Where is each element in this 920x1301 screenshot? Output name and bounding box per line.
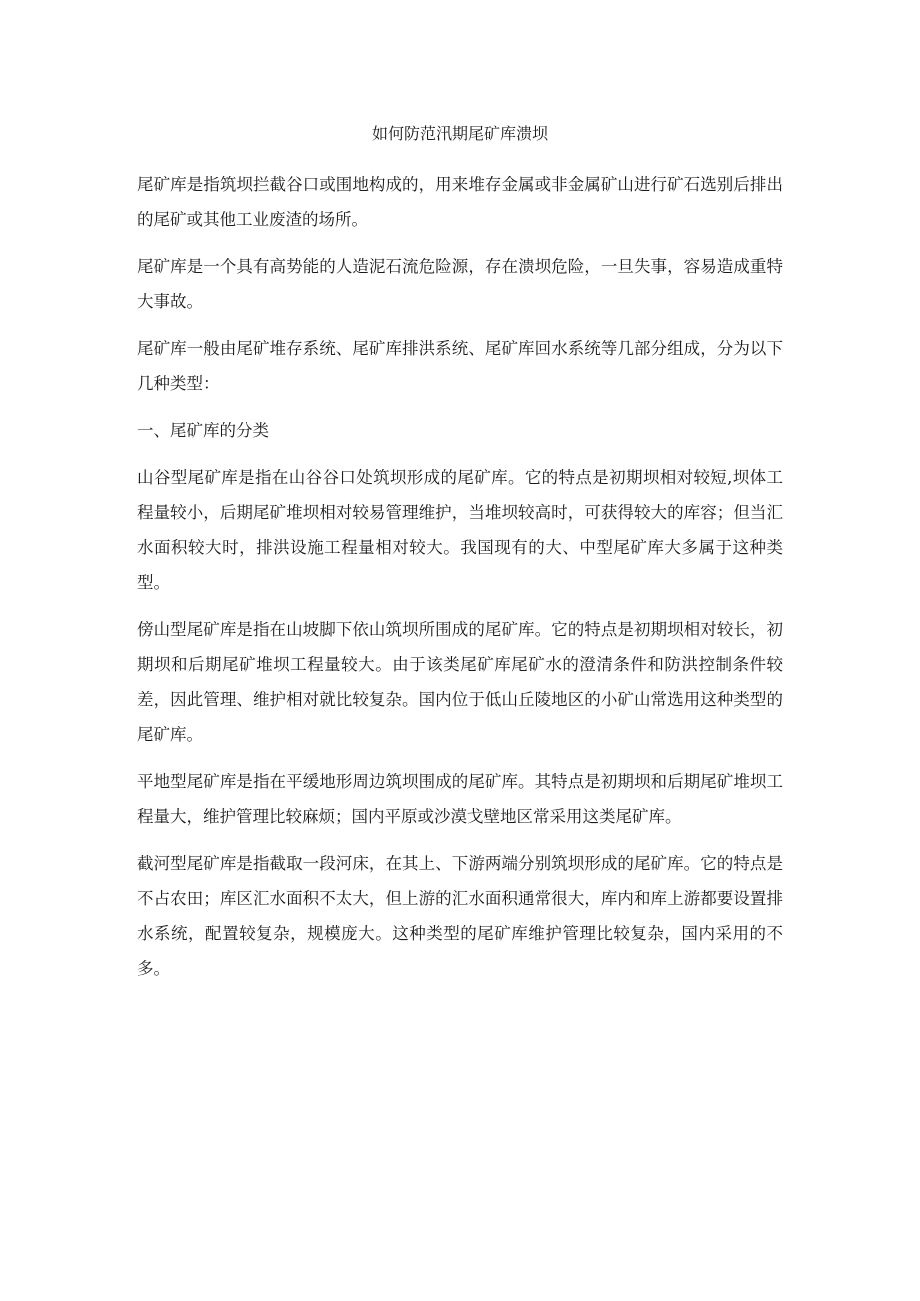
paragraph-river-type: 截河型尾矿库是指截取一段河床，在其上、下游两端分别筑坝形成的尾矿库。它的特点是不占农田；库区汇水面积不太大，但上游的汇水面积通常很大，库内和库上游都要设置排水系统，配置较复杂，规模庞大。这种类型的尾矿库维护管理比较复杂，国内采用的不多。 [137,854,783,978]
paragraph-flatland-type: 平地型尾矿库是指在平缓地形周边筑坝围成的尾矿库。其特点是初期坝和后期尾矿堆坝工程量大，维护管理比较麻烦；国内平原或沙漠戈壁地区常采用这类尾矿库。 [137,772,783,826]
paragraph-hillside-type: 傍山型尾矿库是指在山坡脚下依山筑坝所围成的尾矿库。它的特点是初期坝相对较长，初期坝和后期尾矿堆坝工程量较大。由于该类尾矿库尾矿水的澄清条件和防洪控制条件较差，因此管理、维护相对就比较复杂。国内位于低山丘陵地区的小矿山常选用这种类型的尾矿库。 [137,620,783,744]
paragraph-valley-type: 山谷型尾矿库是指在山谷谷口处筑坝形成的尾矿库。它的特点是初期坝相对较短,坝体工程量较小，后期尾矿堆坝相对较易管理维护，当堆坝较高时，可获得较大的库容；但当汇水面积较大时，排洪设施工程量相对较大。我国现有的大、中型尾矿库大多属于这种类型。 [137,468,783,592]
paragraph-definition: 尾矿库是指筑坝拦截谷口或围地构成的，用来堆存金属或非金属矿山进行矿石选别后排出的尾矿或其他工业废渣的场所。 [137,175,783,229]
paragraph-composition: 尾矿库一般由尾矿堆存系统、尾矿库排洪系统、尾矿库回水系统等几部分组成，分为以下几种类型： [137,339,783,393]
document-body [137,167,783,998]
document-title: 如何防范汛期尾矿库溃坝 [371,124,548,143]
paragraph-hazard: 尾矿库是一个具有高势能的人造泥石流危险源，存在溃坝危险，一旦失事，容易造成重特大事故。 [137,257,783,311]
section-heading-classification: 一、尾矿库的分类 [137,421,269,440]
